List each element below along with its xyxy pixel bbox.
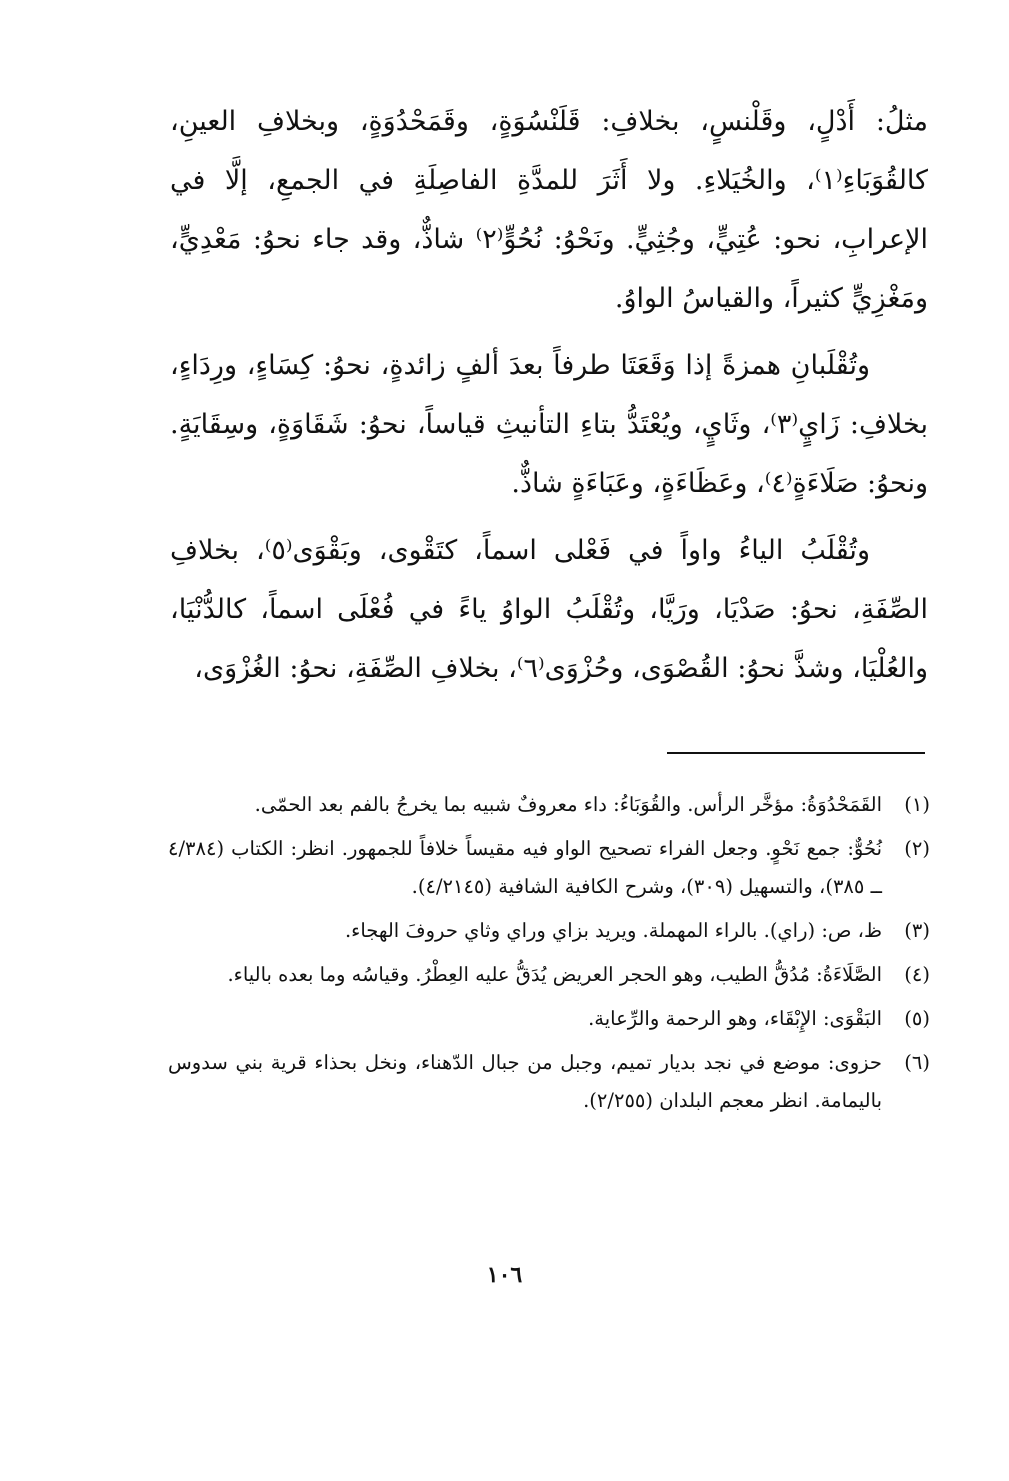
footnote-6 [168, 1044, 930, 1120]
footnote-number: (١) [904, 793, 930, 816]
footnote-number: (٦) [904, 1051, 930, 1074]
footnote-3 [168, 912, 930, 950]
footnote-5 [168, 1000, 930, 1038]
footnote-number: (٣) [904, 919, 930, 942]
footnote-text: القَمَحْدُوَةُ: مؤخَّر الرأس. والقُوَبَاءُ: داء معروفٌ شبيه بما يخرجُ بالفم بعد الحمّى. [254, 793, 882, 816]
footnote-2 [168, 830, 930, 906]
main-text-body [170, 92, 928, 698]
footnote-text: البَقْوَى: الإِبْقَاء، وهو الرحمة والرِّعاية. [588, 1007, 882, 1030]
footnote-text: نُحُوٌّ: جمع نَحْوٍ. وجعل الفراء تصحيح الواو فيه مقيساً خلافاً للجمهور. انظر: الكتاب (٤/٣٨٤ ــ ٣٨٥)، والتسهيل (٣٠٩)، وشرح الكافية الشافية (٤/٢١٤٥). [168, 837, 882, 898]
footnote-text: ظ، ص: (راي). بالراء المهملة. ويريد بزاي وراي وثاي حروفَ الهجاء. [344, 919, 882, 942]
footnote-1 [168, 786, 930, 824]
footnote-text: حزوى: موضع في نجد بديار تميم، وجبل من جبال الدّهناء، ونخل بحذاء قرية بني سدوس باليمامة. انظر معجم البلدان (٢/٢٥٥). [168, 1051, 882, 1112]
footnote-number: (٤) [904, 963, 930, 986]
footnote-number: (٥) [904, 1007, 930, 1030]
footnote-text: الصَّلَاءَةُ: مُدُقُّ الطيب، وهو الحجر العريض يُدَقُّ عليه العِطْرُ. وقياسُه وما بعده بالياء. [227, 963, 882, 986]
footnotes-section [168, 786, 930, 1126]
paragraph-1: مثلُ: أَدْلٍ، وقَلْنسٍ، بخلافِ: قَلَنْسُوَةٍ، وقَمَحْدُوَةٍ، وبخلافِ العينِ، كالقُوَبَاءِ⁽١⁾، والخُيَلاءِ. ولا أَثَرَ للمدَّةِ الفاصِلَةِ في الجمعِ، إلَّا في الإعرابِ، نحو: عُتِيٍّ، وجُثِيٍّ. ونَحْوُ: نُحُوٍّ⁽٢⁾ شاذٌّ، وقد جاء نحوُ: مَعْدِيٍّ، ومَغْزِيٍّ كثيراً، والقياسُ الواوُ. [170, 106, 928, 314]
paragraph-2: وتُقْلَبانِ همزةً إذا وَقَعَتَا طرفاً بعدَ ألفٍ زائدةٍ، نحوُ: كِسَاءٍ، ورِدَاءٍ، بخلافِ: زَايٍ⁽٣⁾، وثَايٍ، ويُعْتَدُّ بتاءِ التأنيثِ قياساً، نحوُ: شَقَاوَةٍ، وسِقَايَةٍ. ونحوُ: صَلَاءَةٍ⁽٤⁾، وعَظَاءَةٍ، وعَبَاءَةٍ شاذٌّ. [170, 350, 928, 499]
footnote-4 [168, 956, 930, 994]
footnote-number: (٢) [904, 837, 930, 860]
footnote-divider [667, 752, 925, 754]
paragraph-3: وتُقْلَبُ الياءُ واواً في فَعْلى اسماً، كتَقْوى، وبَقْوَى⁽٥⁾، بخلافِ الصِّفَةِ، نحوُ: صَدْيَا، ورَيَّا، وتُقْلَبُ الواوُ ياءً في فُعْلَى اسماً، كالدُّنْيَا، والعُلْيَا، وشذَّ نحوُ: القُصْوَى، وحُزْوَى⁽٦⁾، بخلافِ الصِّفَةِ، نحوُ: الغُزْوَى، [170, 535, 928, 684]
page-number: ١٠٦ [486, 1262, 523, 1288]
